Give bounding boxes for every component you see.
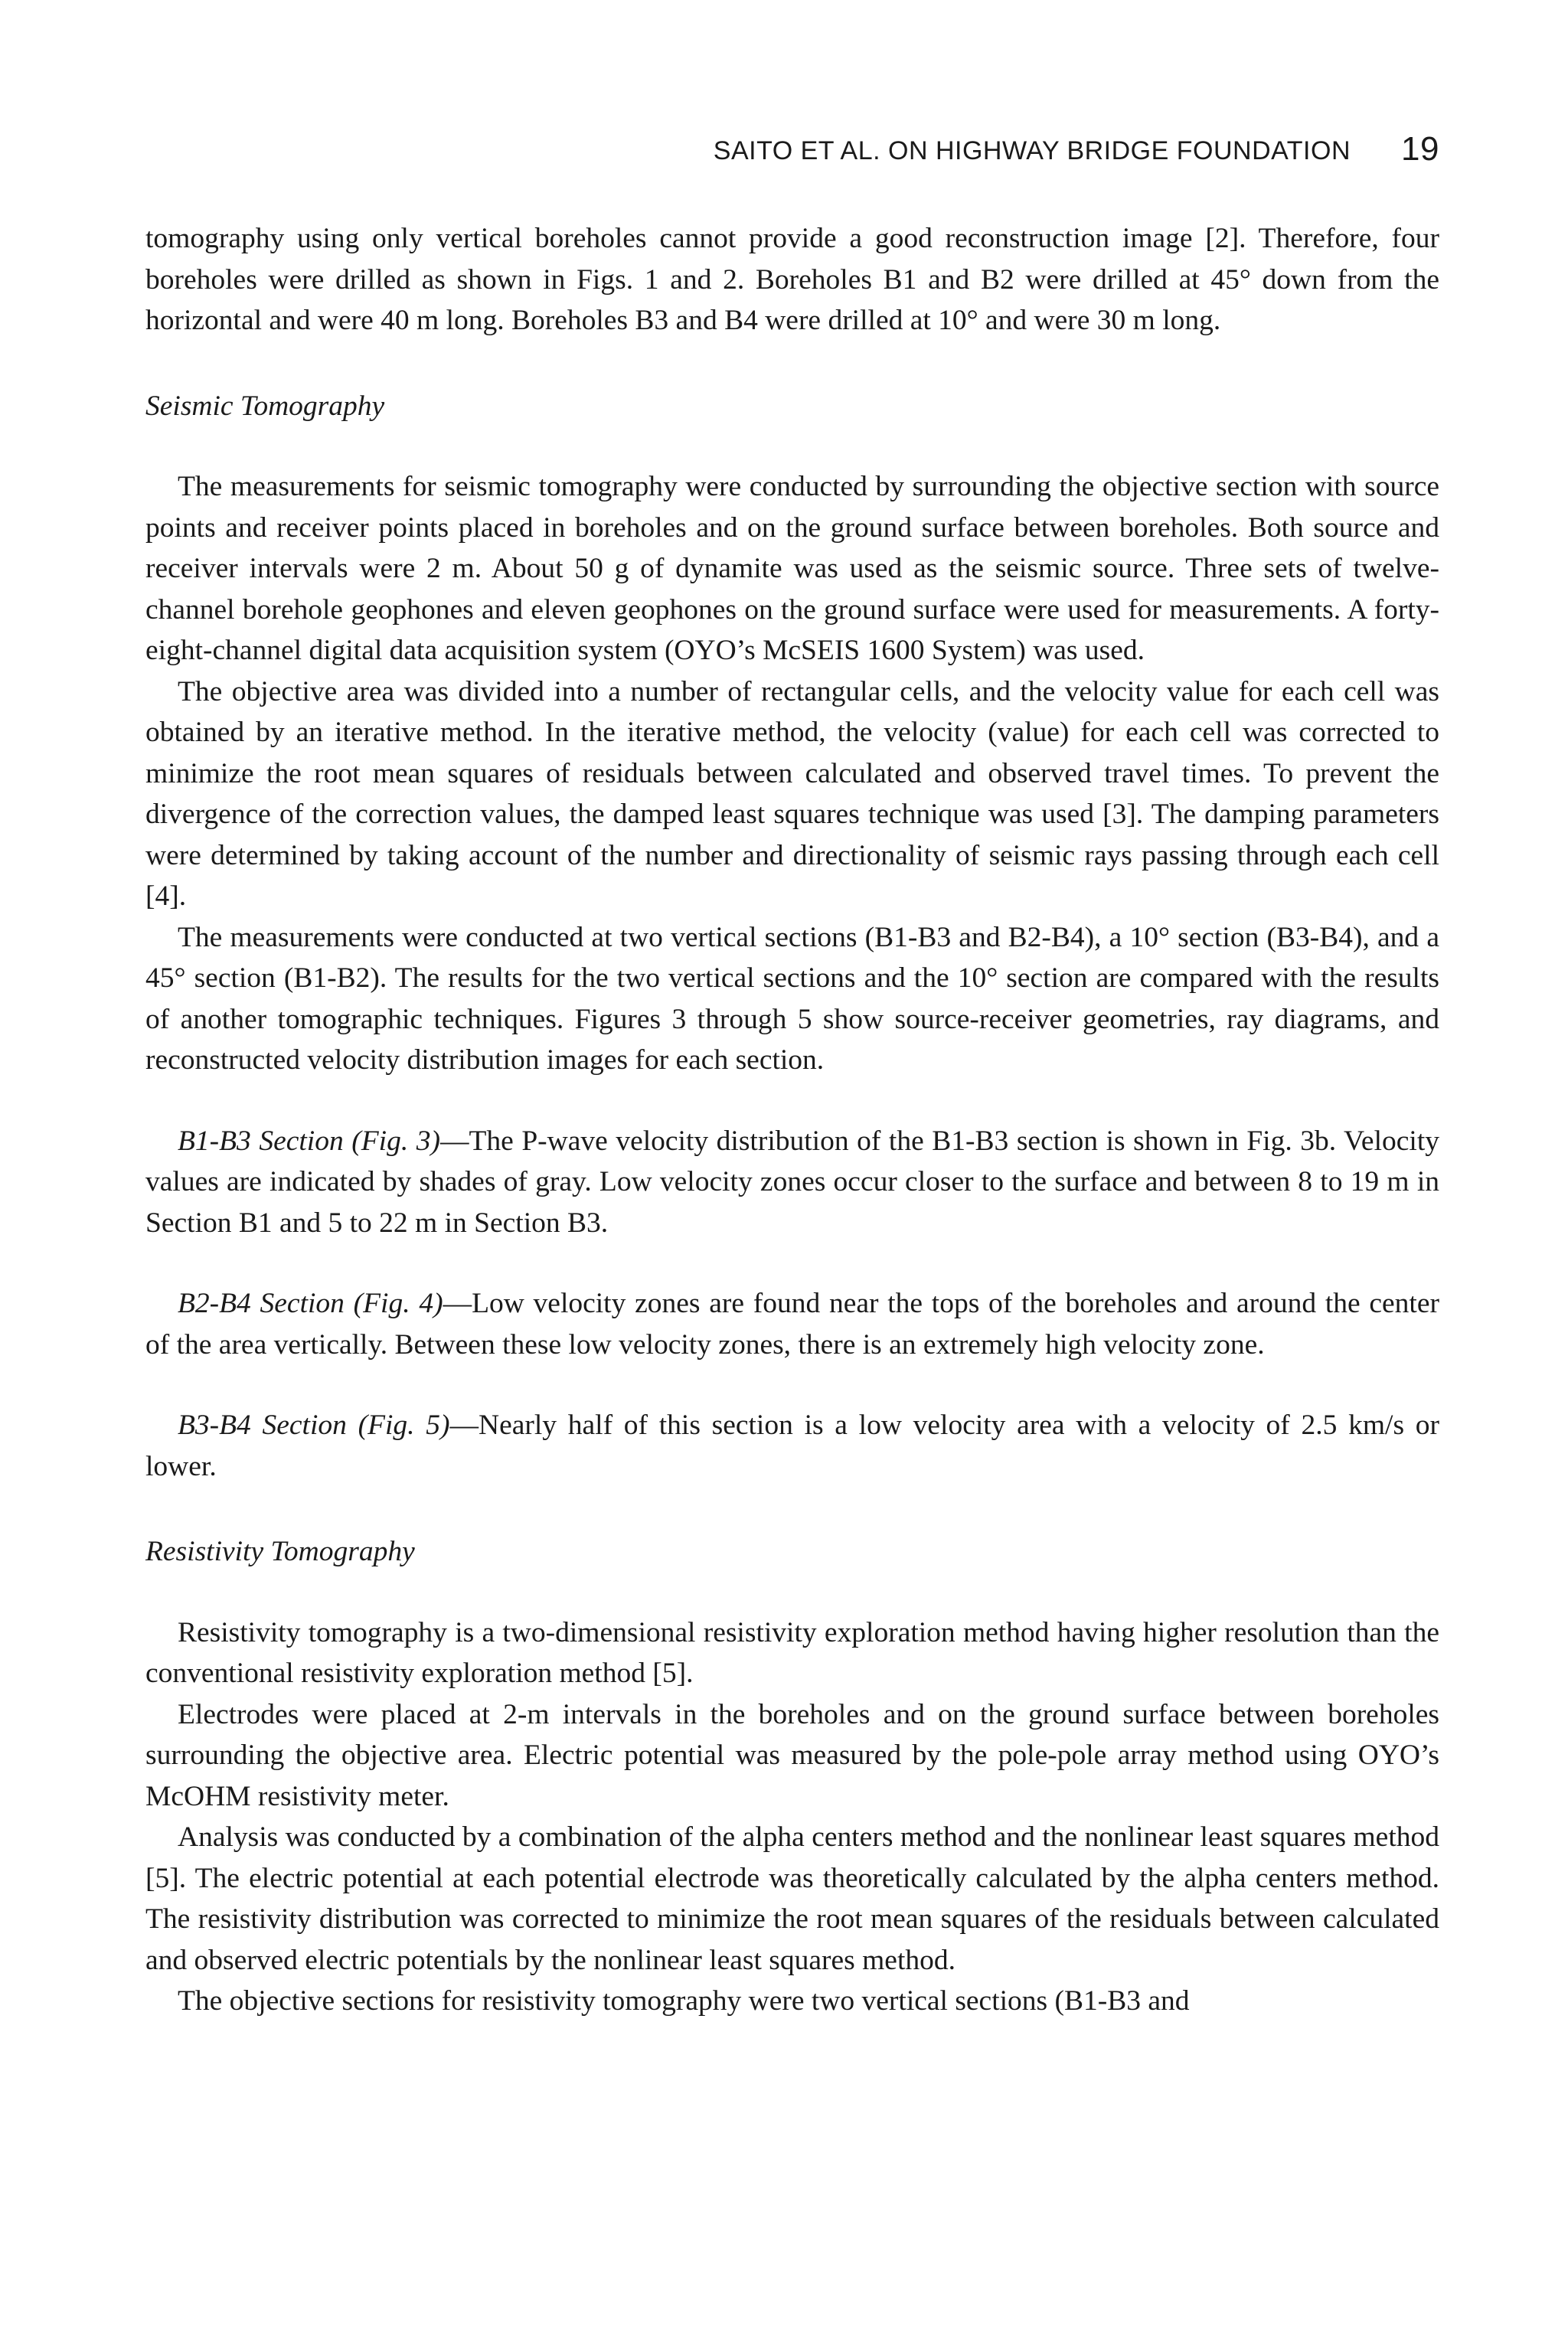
- section-heading-seismic: Seismic Tomography: [145, 390, 385, 422]
- subsection-b2-b4-text: —Low velocity zones are found near the tops of the boreholes and around the center of the area vertically. Between these low velocity zones, there is an extremely high velocity zone.: [145, 1288, 1439, 1361]
- subsection-b3-b4: [145, 1405, 1439, 1487]
- section-heading-resistivity: Resistivity Tomography: [145, 1536, 415, 1567]
- subsection-b3-b4-text: —Nearly half of this section is a low velocity area with a velocity of 2.5 km/s or lower.: [145, 1410, 1439, 1482]
- seismic-paragraph-1: The measurements for seismic tomography were conducted by surrounding the objective section with source points and receiver points placed in boreholes and on the ground surface between boreholes. Both source and receiver intervals were 2 m. About 50 g of dynamite was used as the seismic source. Three sets of twelve-channel borehole geophones and eleven geophones on the ground surface were used for measurements. A forty-eight-channel digital data acquisition system (OYO’s McSEIS 1600 System) was used.: [145, 471, 1439, 666]
- running-head: [145, 122, 1439, 168]
- resistivity-paragraph-3: Analysis was conducted by a combination of the alpha centers method and the nonlinear least squares method [5]. The electric potential at each potential electrode was theoretically calculated by the alpha centers method. The resistivity distribution was corrected to minimize the root mean squares of the residuals between calculated and observed electric potentials by the nonlinear least squares method.: [145, 1821, 1439, 1976]
- subsection-b2-b4: [145, 1283, 1439, 1365]
- page-number: 19: [1401, 130, 1439, 168]
- running-head-title: SAITO ET AL. ON HIGHWAY BRIDGE FOUNDATION: [713, 136, 1351, 165]
- resistivity-paragraph-2: Electrodes were placed at 2-m intervals in the boreholes and on the ground surface between boreholes surrounding the objective area. Electric potential was measured by the pole-pole array method using OYO’s McOHM resistivity meter.: [145, 1698, 1439, 1812]
- subsection-b1-b3: [145, 1121, 1439, 1244]
- body-text: [145, 218, 1439, 2022]
- resistivity-paragraph-1: Resistivity tomography is a two-dimensional resistivity exploration method having higher resolution than the conventional resistivity exploration method [5].: [145, 1616, 1439, 1689]
- seismic-paragraph-3: The measurements were conducted at two vertical sections (B1-B3 and B2-B4), a 10° section (B3-B4), and a 45° section (B1-B2). The results for the two vertical sections and the 10° section are compared with the results of another tomographic techniques. Figures 3 through 5 show source-receiver geometries, ray diagrams, and reconstructed velocity distribution images for each section.: [145, 921, 1439, 1076]
- subsection-b2-b4-heading: B2-B4 Section (Fig. 4): [178, 1288, 443, 1319]
- resistivity-paragraph-4: The objective sections for resistivity tomography were two vertical sections (B1-B3 and: [178, 1985, 1190, 2017]
- subsection-b1-b3-text: —The P-wave velocity distribution of the B1-B3 section is shown in Fig. 3b. Velocity values are indicated by shades of gray. Low velocity zones occur closer to the surface and between 8 to 19 m in Section B1 and 5 to 22 m in Section B3.: [145, 1125, 1439, 1239]
- intro-paragraph: tomography using only vertical boreholes cannot provide a good reconstruction image [2]. Therefore, four boreholes were drilled as shown in Figs. 1 and 2. Boreholes B1 and B2 were drilled at 45° down from the horizontal and were 40 m long. Boreholes B3 and B4 were drilled at 10° and were 30 m long.: [145, 223, 1439, 336]
- seismic-paragraph-2: The objective area was divided into a number of rectangular cells, and the velocity value for each cell was obtained by an iterative method. In the iterative method, the velocity (value) for each cell was corrected to minimize the root mean squares of residuals between calculated and observed travel times. To prevent the divergence of the correction values, the damped least squares technique was used [3]. The damping parameters were determined by taking account of the number and directionality of seismic rays passing through each cell [4].: [145, 675, 1439, 912]
- subsection-b1-b3-heading: B1-B3 Section (Fig. 3): [178, 1125, 440, 1157]
- subsection-b3-b4-heading: B3-B4 Section (Fig. 5): [178, 1410, 450, 1441]
